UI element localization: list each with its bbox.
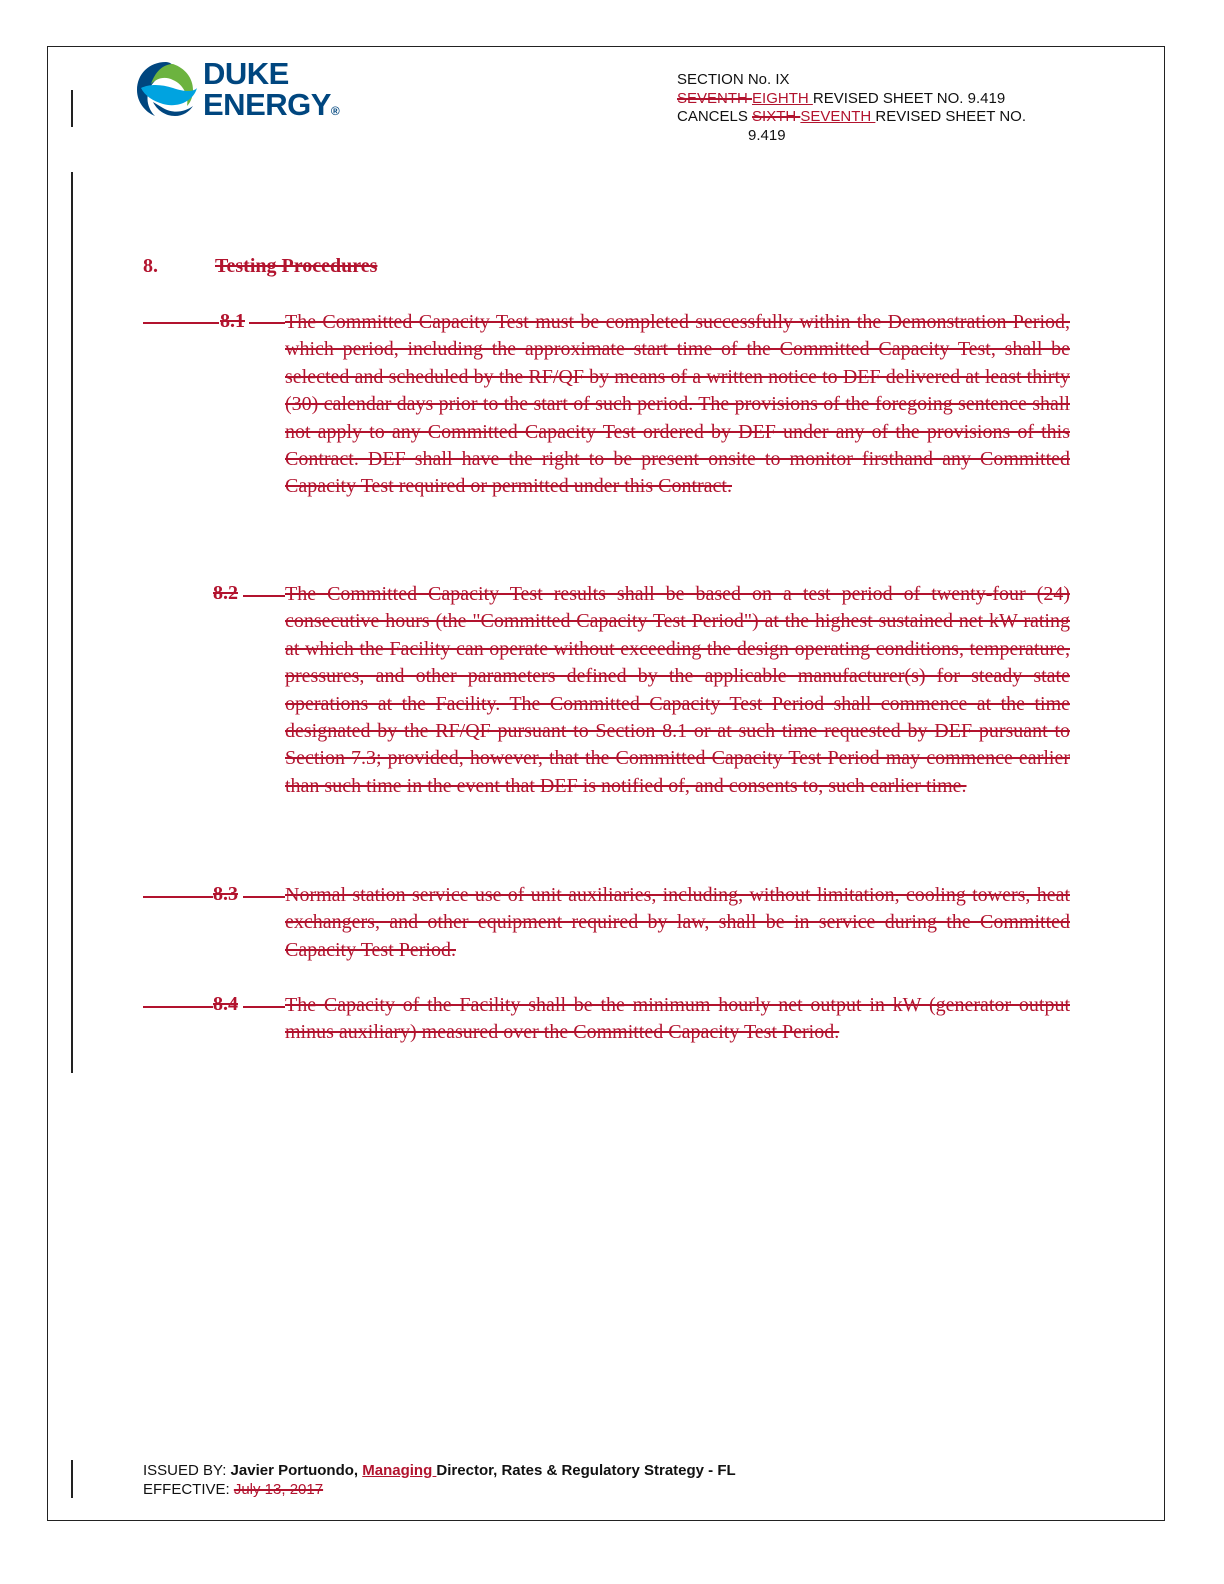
issued-by-line — [143, 1461, 736, 1480]
cancels-suffix: REVISED SHEET NO. — [875, 108, 1026, 125]
section-heading — [143, 255, 377, 278]
issued-label: ISSUED BY: — [143, 1462, 231, 1479]
leader-line-8-3 — [143, 896, 213, 898]
issued-inserted-text: Managing — [362, 1462, 437, 1479]
cancels-prefix: CANCELS — [677, 108, 753, 125]
effective-deleted-date: July 13, 2017 — [233, 1481, 324, 1498]
leader-line-8-4-tail — [243, 1006, 285, 1008]
change-bar-body — [71, 172, 73, 1073]
effective-label: EFFECTIVE: — [143, 1481, 234, 1498]
leader-line-8-2-tail — [243, 595, 285, 597]
subsection-text: Normal station service use of unit auxiliaries, including, without limitation, cooling towers, heat exchangers, and other equipment required by law, shall be in service during the Committed Capacity Test Period. — [285, 884, 1070, 961]
leader-line-8-1 — [143, 322, 219, 324]
subsection-text: The Capacity of the Facility shall be the minimum hourly net output in kW (generator output minus auxiliary) measured over the Committed Capacity Test Period. — [285, 994, 1070, 1044]
section-heading-number: 8. — [143, 255, 158, 277]
cancels-inserted-text: SEVENTH — [800, 108, 876, 125]
sheet-inserted-text: EIGHTH — [752, 89, 813, 107]
logo-reg-mark: ® — [330, 104, 340, 118]
issued-name: Javier Portuondo, — [230, 1462, 363, 1479]
cancels-deleted-text: SIXTH — [752, 108, 801, 125]
section-number: SECTION No. IX — [677, 71, 790, 88]
logo-wordmark — [203, 58, 339, 127]
change-bar-footer — [71, 1460, 73, 1498]
subsection-number: 8.3 — [213, 883, 238, 905]
logo-line-duke: DUKE — [203, 56, 289, 91]
subsection-text: The Committed Capacity Test must be completed successfully within the Demonstration Period, which period, including the approximate start time of the Committed Capacity Test, shall be selected and scheduled by the RF/QF by means of a written notice to DEF delivered at least thirty (30) calendar days prior to the start of such period. The provisions of the foregoing sentence shall not apply to any Committed Capacity Test ordered by DEF under any of the provisions of this Contract. DEF shall have the right to be present onsite to monitor firsthand any Committed Capacity Test required or permitted under this Contract. — [285, 311, 1070, 498]
leader-line-8-4 — [143, 1006, 213, 1008]
change-bar-header — [71, 90, 73, 127]
section-heading-title: Testing Procedures — [215, 255, 378, 277]
subsection-number: 8.2 — [213, 582, 238, 604]
page-footer — [143, 1461, 736, 1499]
revised-sheet-line — [677, 90, 1097, 109]
cancels-number: 9.419 — [748, 126, 786, 144]
sheet-header — [677, 71, 1097, 145]
issued-title: Director, Rates & Regulatory Strategy - FL — [436, 1462, 736, 1479]
subsection-number: 8.1 — [220, 310, 245, 332]
subsection-text: The Committed Capacity Test results shall be based on a test period of twenty-four (24) consecutive hours (the "Committed Capacity Test Period") at the highest sustained net kW rating at which the Facility can operate without exceeding the design operating conditions, temperature, pressures, and other parameters defined by the applicable manufacturer(s) for steady state operations at the Facility. The Committed Capacity Test Period shall commence at the time designated by the RF/QF pursuant to Section 8.1 or at such time requested by DEF pursuant to Section 7.3; provided, however, that the Committed Capacity Test Period may commence earlier than such time in the event that DEF is notified of, and consents to, such earlier time. — [285, 583, 1070, 797]
sheet-deleted-text: SEVENTH — [677, 89, 753, 107]
sheet-suffix: REVISED SHEET NO. 9.419 — [812, 89, 1006, 107]
cancels-line — [677, 108, 1097, 127]
duke-energy-logo — [133, 58, 343, 128]
logo-line-energy: ENERGY — [203, 87, 331, 122]
leader-line-8-3-tail — [243, 896, 285, 898]
effective-line — [143, 1480, 736, 1499]
leader-line-8-1-tail — [249, 322, 285, 324]
duke-energy-swirl-icon — [133, 58, 199, 124]
subsection-number: 8.4 — [213, 993, 238, 1015]
